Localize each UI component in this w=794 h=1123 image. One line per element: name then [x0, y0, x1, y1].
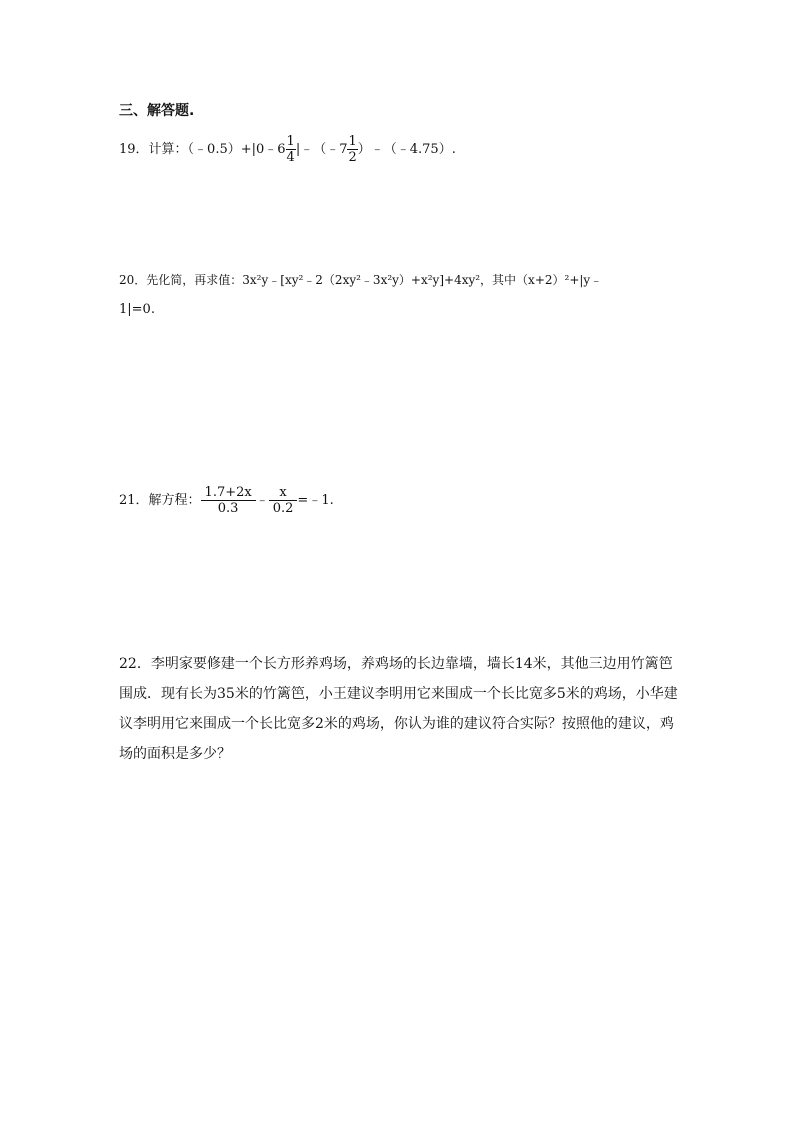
q21-prefix: 21．解方程： — [119, 493, 201, 508]
question-19 — [119, 134, 456, 165]
q19-frac2-num: 1 — [348, 134, 357, 149]
question-21 — [119, 485, 334, 516]
question-20-line-2: 1|=0. — [119, 302, 155, 317]
q21-frac2-den: 0.2 — [272, 501, 294, 516]
q19-fraction-1 — [286, 134, 296, 165]
q21-fraction-2 — [269, 485, 298, 516]
q21-frac2-num: x — [269, 485, 298, 501]
q21-suffix: =﹣1. — [297, 493, 334, 508]
section-title: 三、解答题. — [119, 103, 195, 119]
q19-prefix: 19．计算：（﹣0.5）+|0﹣6 — [119, 142, 286, 157]
question-20-line-1: 20．先化简，再求值：3x²y﹣[xy²﹣2（2xy²﹣3x²y）+x²y]+4xy²，其中（x+2）²+|y﹣ — [119, 273, 603, 287]
q19-frac1-num: 1 — [286, 134, 295, 149]
q19-fraction-2 — [347, 134, 357, 165]
q21-frac1-den: 0.3 — [217, 501, 239, 516]
q21-operator: ﹣ — [255, 493, 269, 508]
q21-fraction-1 — [201, 485, 256, 516]
q19-frac1-den: 4 — [286, 150, 295, 165]
q19-frac2-den: 2 — [348, 150, 357, 165]
q19-suffix: ）﹣（﹣4.75）. — [357, 142, 456, 157]
q21-frac1-num: 1.7+2x — [201, 485, 256, 501]
question-22: 22．李明家要修建一个长方形养鸡场，养鸡场的长边靠墙，墙长14米，其他三边用竹篱笆围成．现有长为35米的竹篱笆，小王建议李明用它来围成一个长比宽多5米的鸡场，小华建议李明用它来围成一个长比宽多2米的鸡场，你认为谁的建议符合实际？按照他的建议，鸡场的面积是多少？ — [119, 656, 678, 762]
q19-mid: |﹣（﹣7 — [295, 142, 348, 157]
